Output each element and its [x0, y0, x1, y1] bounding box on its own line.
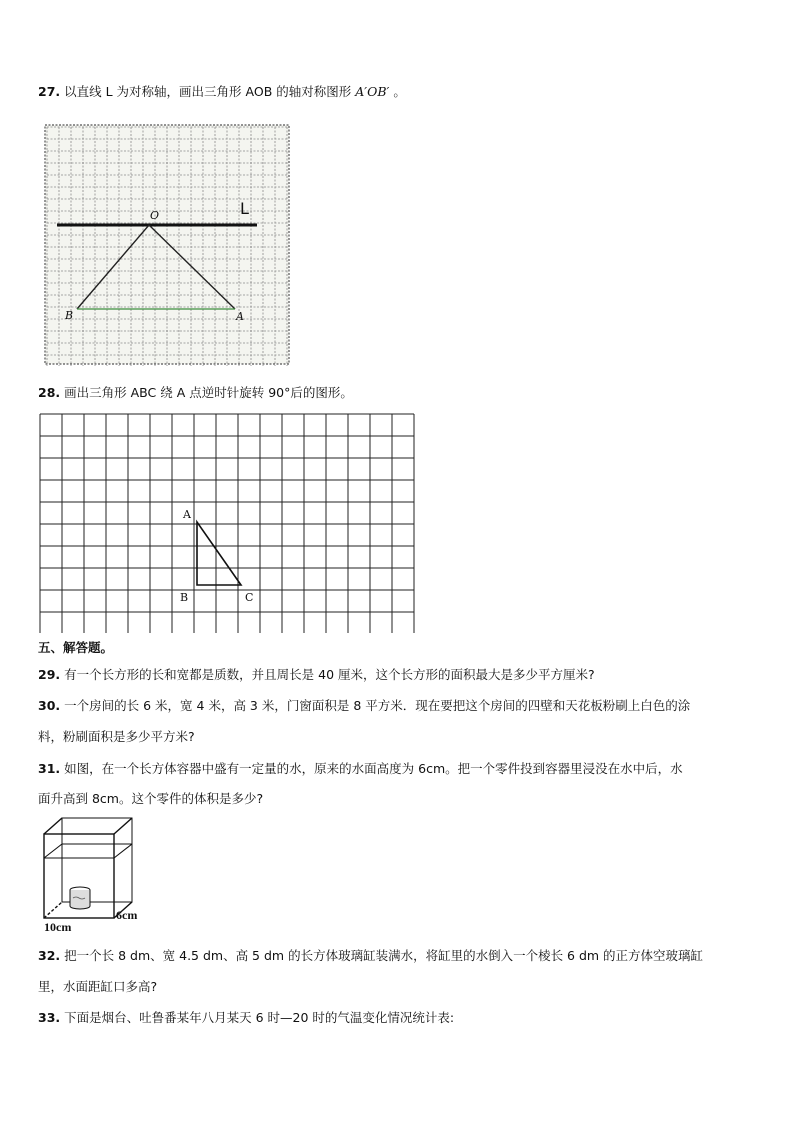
question-30: [38, 698, 690, 714]
question-number: 29.: [38, 667, 61, 682]
triangle-abc: [197, 522, 241, 585]
label-a: A: [183, 508, 191, 521]
part-object-icon: [70, 887, 90, 909]
question-number: 31.: [38, 761, 61, 776]
punctuation: 。: [393, 84, 406, 99]
question-32-line2: 里，水面距缸口多高?: [38, 979, 158, 994]
label-a: A: [236, 310, 244, 323]
question-27: [38, 84, 406, 100]
label-depth: 6cm: [116, 908, 138, 922]
container-figure: [36, 814, 146, 936]
rotation-grid: [39, 413, 420, 633]
label-width: 10cm: [44, 920, 72, 934]
label-b: B: [180, 591, 189, 604]
section-title: 五、解答题。: [38, 640, 114, 655]
question-text: 画出三角形 ABC 绕 A 点逆时针旋转 90°后的图形。: [64, 385, 353, 400]
rotation-grid-figure: [39, 413, 420, 633]
question-31: [38, 761, 683, 777]
question-number: 32.: [38, 948, 61, 963]
question-text: 以直线 L 为对称轴，画出三角形 AOB 的轴对称图形: [64, 84, 352, 99]
symmetry-grid: [43, 123, 291, 366]
label-b: B: [65, 309, 74, 322]
math-expression: A′OB′: [355, 84, 390, 99]
question-number: 28.: [38, 385, 61, 400]
question-29: [38, 667, 595, 683]
question-number: 27.: [38, 84, 61, 99]
question-text-line1: 把一个长 8 dm、宽 4.5 dm、高 5 dm 的长方体玻璃缸装满水，将缸里的水倒入一个棱长 6 dm 的正方体空玻璃缸: [64, 948, 704, 963]
question-number: 30.: [38, 698, 61, 713]
question-text: 有一个长方形的长和宽都是质数，并且周长是 40 厘米，这个长方形的面积最大是多少平方厘米?: [64, 667, 595, 682]
symmetry-grid-figure: [43, 123, 291, 366]
question-30-line2: 料，粉刷面积是多少平方米?: [38, 729, 195, 744]
question-text: 下面是烟台、吐鲁番某年八月某天 6 时—20 时的气温变化情况统计表:: [64, 1010, 455, 1025]
question-text-line1: 一个房间的长 6 米，宽 4 米，高 3 米，门窗面积是 8 平方米．现在要把这个房间的四壁和天花板粉刷上白色的涂: [64, 698, 691, 713]
label-c: C: [245, 591, 254, 604]
question-33: [38, 1010, 454, 1026]
question-28: [38, 385, 353, 401]
question-number: 33.: [38, 1010, 61, 1025]
label-o: O: [150, 209, 160, 222]
question-31-line2: 面升高到 8cm。这个零件的体积是多少?: [38, 791, 264, 806]
question-text-line1: 如图，在一个长方体容器中盛有一定量的水，原来的水面高度为 6cm。把一个零件投到容器里浸没在水中后，水: [64, 761, 683, 776]
question-32: [38, 948, 703, 964]
label-l: L: [240, 199, 249, 218]
